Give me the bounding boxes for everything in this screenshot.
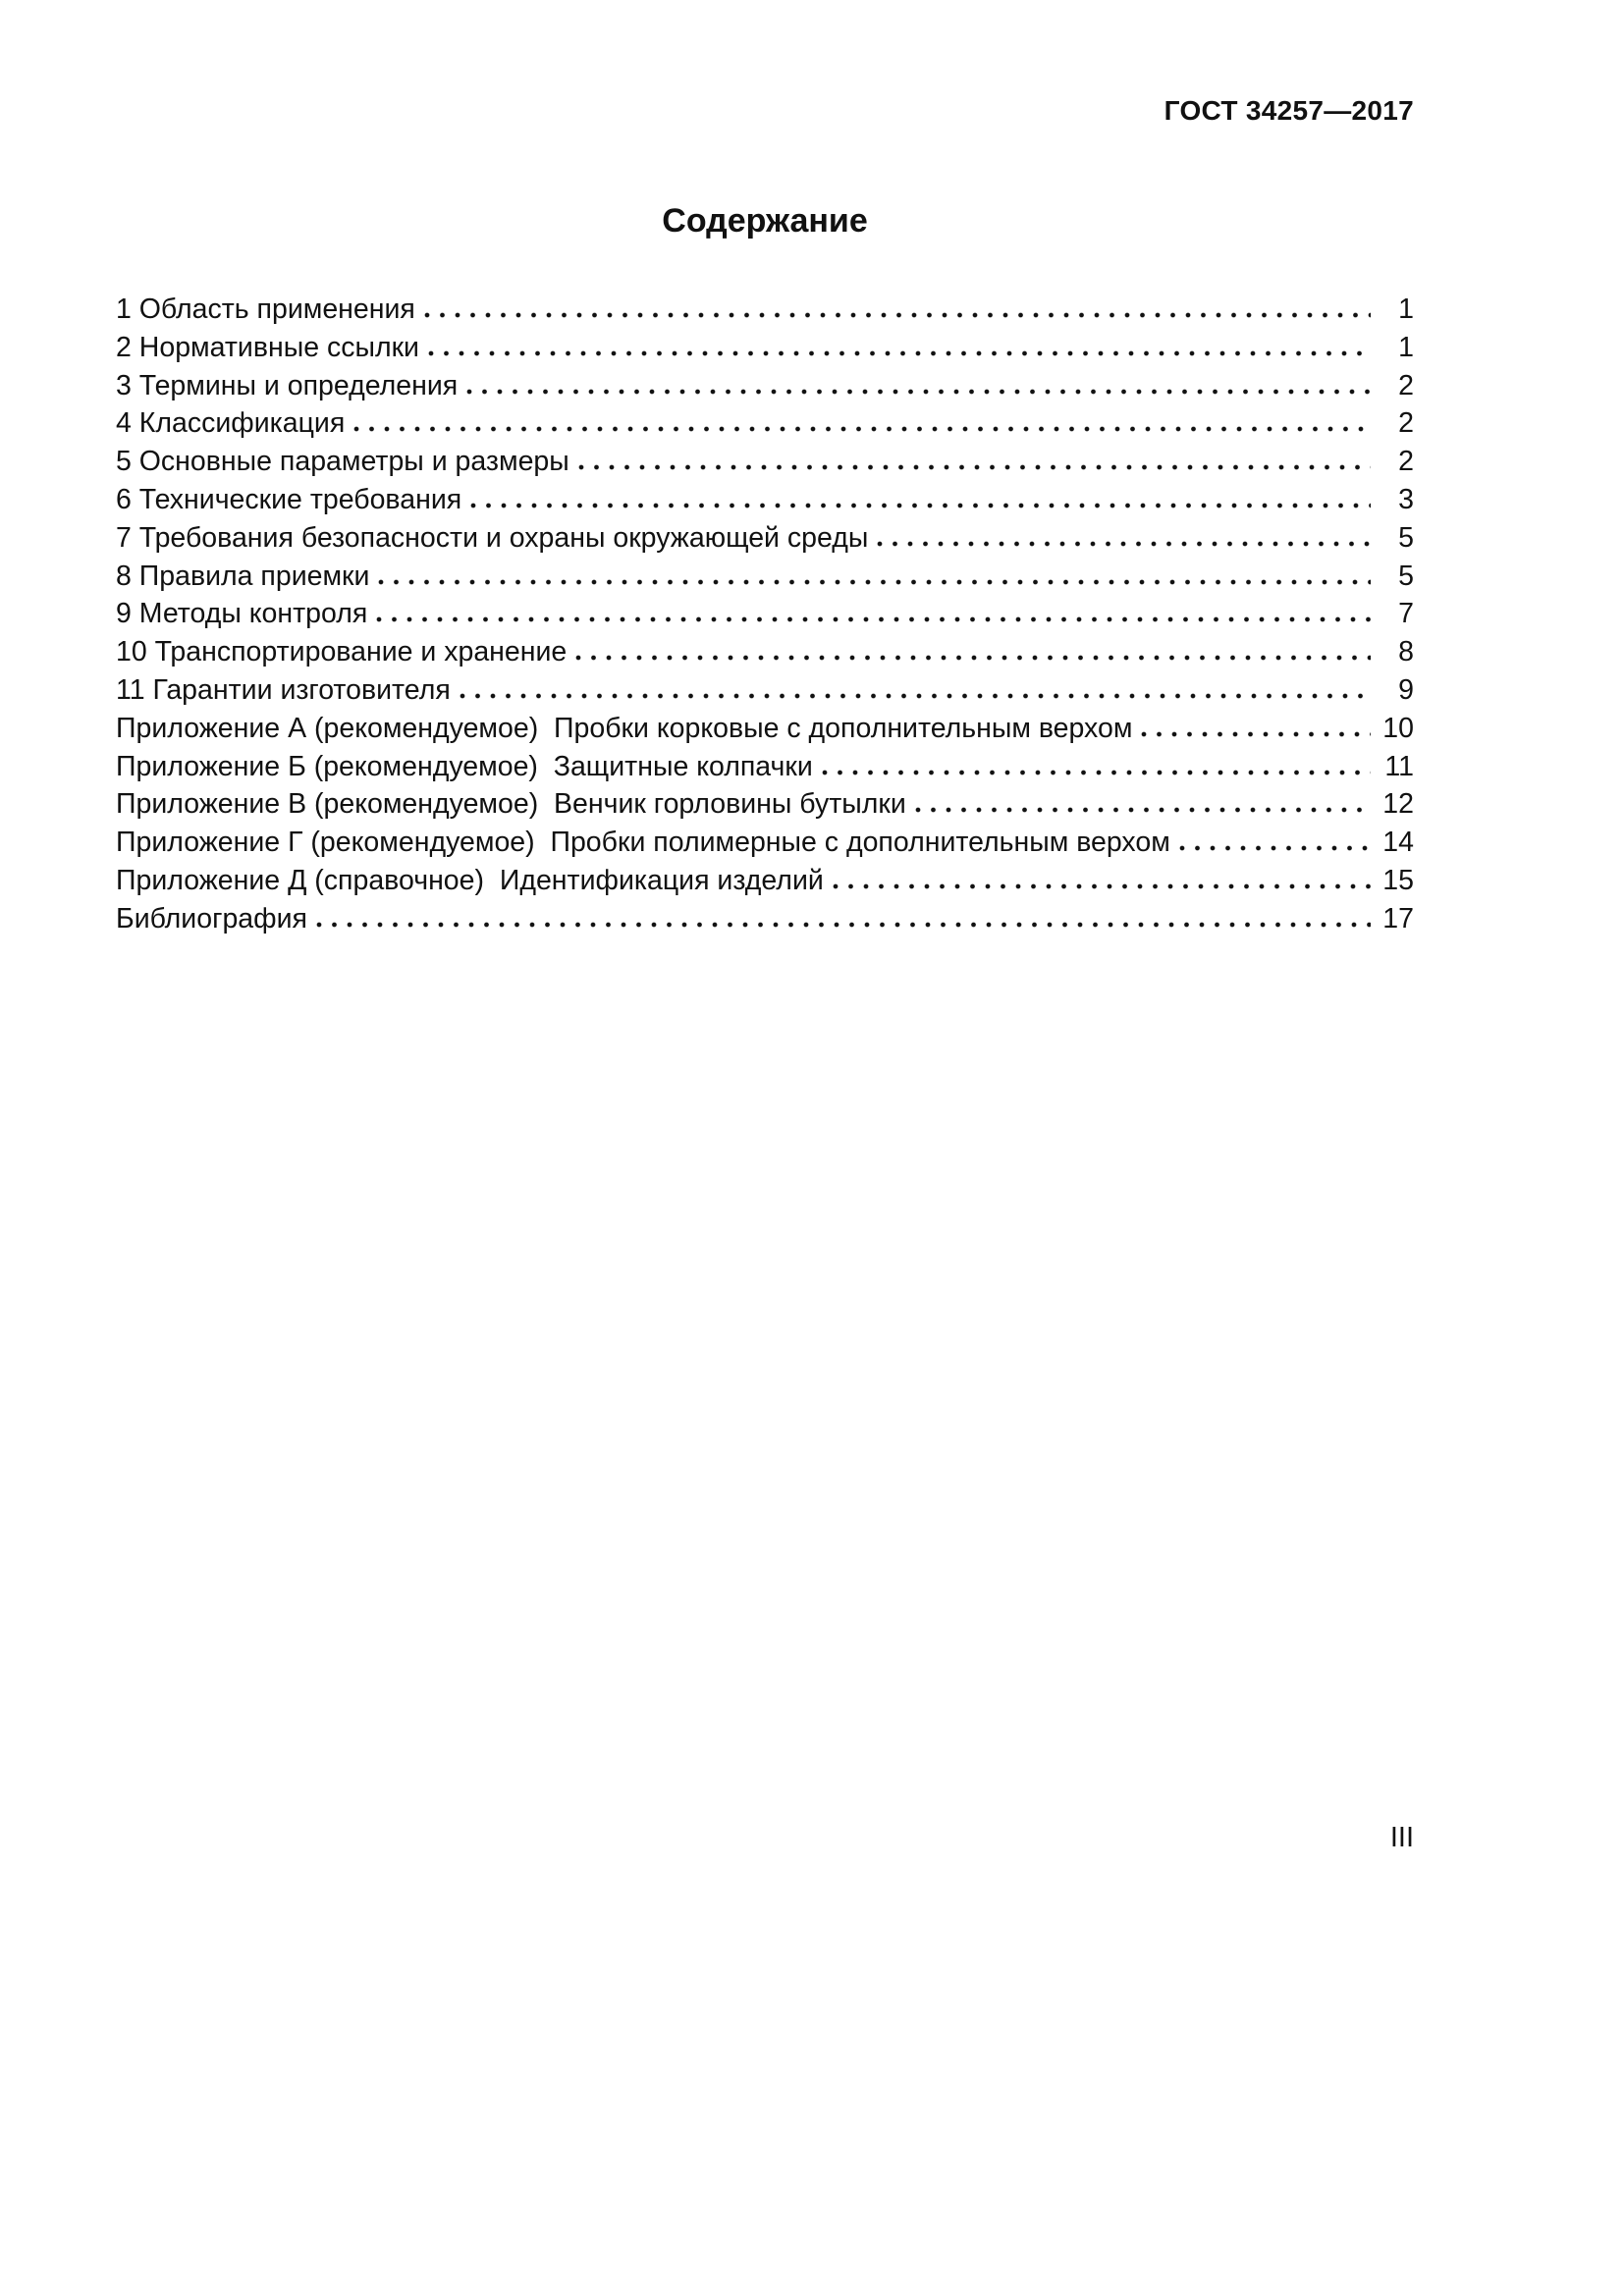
toc-entry-label: 4 Классификация [116,407,346,440]
dot-leader [428,350,1371,356]
dot-leader [378,579,1371,585]
dot-leader [460,693,1371,699]
toc-entry [116,294,1414,332]
toc-entry [116,865,1414,903]
toc-entry [116,370,1414,408]
toc-entry-page-number: 5 [1398,521,1414,554]
dot-leader [470,503,1371,508]
toc-entry [116,674,1414,713]
toc-entry-label: Приложение В (рекомендуемое) Венчик горловины бутылки [116,788,906,821]
toc-entry-page-number: 15 [1382,864,1414,896]
toc-entry-label: Приложение Б (рекомендуемое) Защитные колпачки [116,750,813,782]
toc-entry [116,636,1414,674]
toc-entry [116,598,1414,636]
toc-entry-label: 10 Транспортирование и хранение [116,636,568,668]
toc-entry-page-number: 3 [1398,483,1414,515]
toc-entry [116,788,1414,827]
toc-entry-page-number: 2 [1398,446,1414,478]
toc-entry [116,484,1414,522]
dot-leader [915,807,1371,813]
page-footer [116,1822,1414,1854]
toc-entry [116,827,1414,865]
toc-entry-label: Приложение Г (рекомендуемое) Пробки полимерные с дополнительным верхом [116,827,1170,859]
page-number: III [1389,1822,1414,1853]
toc-entry-page-number: 2 [1398,407,1414,440]
dot-leader [353,426,1371,432]
toc-entry-label: 11 Гарантии изготовителя [116,673,451,706]
dot-leader [316,922,1371,928]
toc-entry [116,522,1414,561]
toc-entry-page-number: 9 [1398,673,1414,706]
toc-entry-page-number: 12 [1382,788,1414,821]
dot-leader [833,883,1371,889]
toc-entry-page-number: 2 [1398,369,1414,401]
dot-leader [466,389,1371,395]
page-title: Содержание [662,202,868,240]
table-of-contents [116,294,1414,941]
toc-entry-label: Приложение А (рекомендуемое) Пробки корковые с дополнительным верхом [116,712,1133,744]
dot-leader [578,464,1371,470]
standard-designation: ГОСТ 34257—2017 [1164,95,1414,126]
toc-entry-page-number: 10 [1382,712,1414,744]
dot-leader [877,541,1371,547]
toc-entry-label: 6 Технические требования [116,483,462,515]
toc-entry-page-number: 8 [1398,636,1414,668]
dot-leader [822,770,1371,775]
dot-leader [575,655,1371,661]
toc-entry [116,903,1414,941]
toc-entry-label: 7 Требования безопасности и охраны окружающей среды [116,521,869,554]
toc-entry-page-number: 14 [1382,827,1414,859]
toc-entry-label: 1 Область применения [116,294,415,325]
toc-entry [116,332,1414,370]
toc-entry-page-number: 5 [1398,560,1414,592]
toc-entry-label: 2 Нормативные ссылки [116,331,419,363]
toc-entry [116,446,1414,484]
toc-entry-label: 8 Правила приемки [116,560,370,592]
toc-entry-page-number: 1 [1398,331,1414,363]
toc-entry [116,407,1414,446]
toc-entry-page-number: 1 [1398,294,1414,325]
toc-entry [116,713,1414,751]
dot-leader [1141,731,1371,737]
dot-leader [376,616,1371,622]
toc-entry [116,751,1414,789]
toc-entry-page-number: 7 [1398,598,1414,630]
toc-entry-page-number: 11 [1384,750,1414,782]
toc-entry-page-number: 17 [1382,902,1414,934]
toc-entry [116,561,1414,599]
dot-leader [1179,845,1371,851]
toc-entry-label: Приложение Д (справочное) Идентификация изделий [116,864,824,896]
document-header [116,94,1414,128]
toc-entry-label: 3 Термины и определения [116,369,459,401]
toc-entry-label: Библиография [116,902,307,934]
dot-leader [424,312,1371,318]
toc-entry-label: 5 Основные параметры и размеры [116,446,569,478]
toc-entry-label: 9 Методы контроля [116,598,368,630]
